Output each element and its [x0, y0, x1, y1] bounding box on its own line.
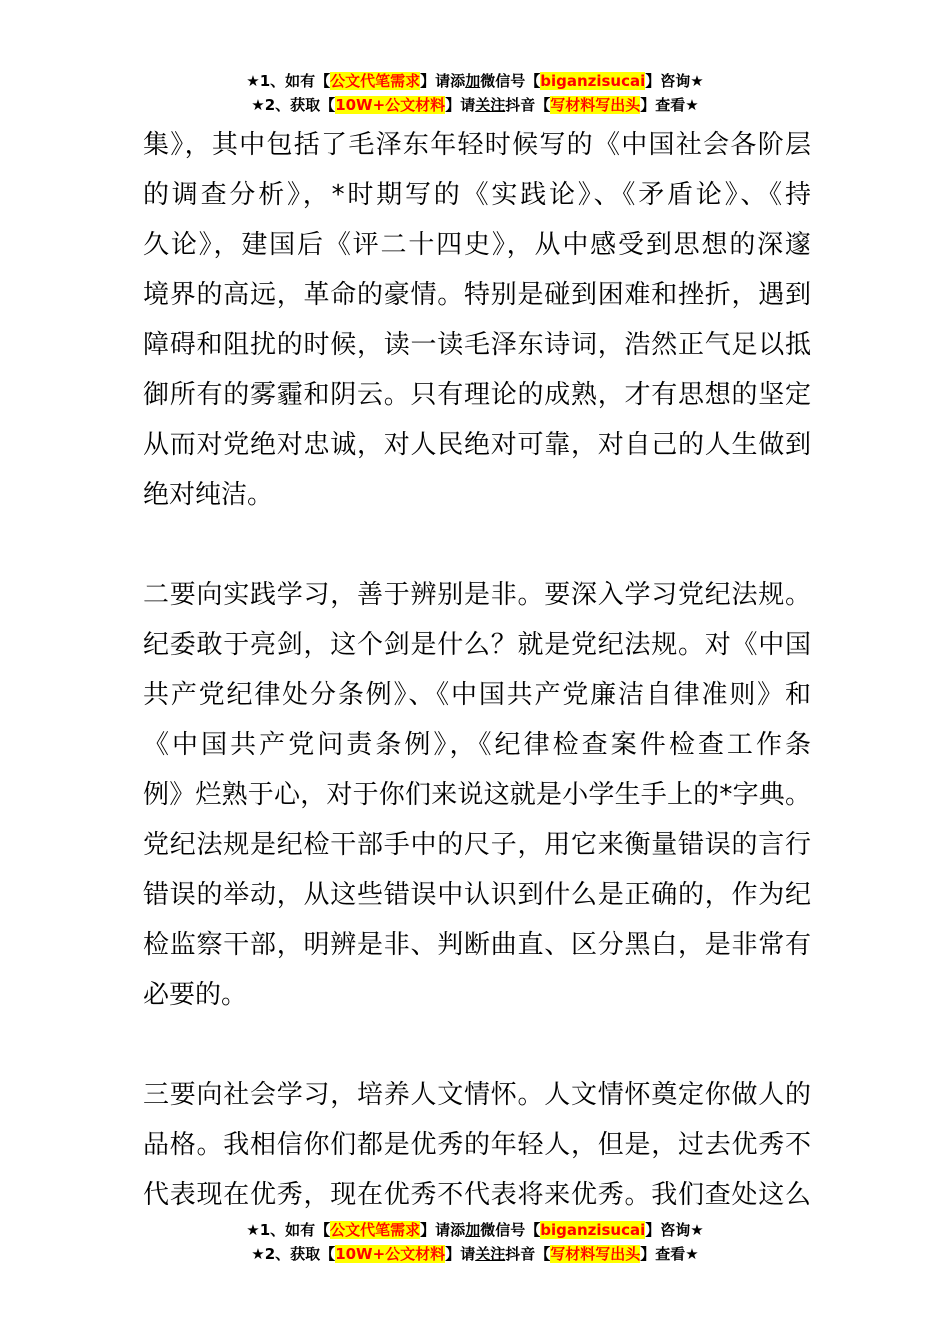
header-banner — [0, 69, 950, 117]
text-line: 例》烂熟于心，对于你们来说这就是小学生手上的*字典。 — [143, 780, 811, 810]
text-line: 的调查分析》，*时期写的《实践论》、《矛盾论》、《持 — [143, 180, 811, 210]
paragraph-2 — [143, 570, 811, 1020]
text-line: 品格。我相信你们都是优秀的年轻人，但是，过去优秀不 — [143, 1130, 811, 1160]
banner-text: 微信号【 — [480, 72, 541, 90]
text-line: 检监察干部，明辨是非、判断曲直、区分黑白，是非常有 — [143, 930, 811, 960]
banner-text-underlined: 关注 — [475, 1245, 506, 1263]
banner-text: 微信号【 — [480, 1221, 541, 1239]
text-line: 《中国共产党问责条例》，《纪律检查案件检查工作条 — [143, 730, 811, 760]
banner-text: 抖音【 — [505, 96, 551, 114]
highlight-douyin-id: 写材料写出头 — [550, 96, 641, 114]
text-line: 绝对纯洁。 — [143, 480, 274, 510]
banner-text: 】请添 — [420, 72, 466, 90]
highlight-wechat-id: biganzisucai — [540, 72, 646, 90]
text-line: 党纪法规是纪检干部手中的尺子，用它来衡量错误的言行 — [143, 830, 811, 860]
text-line: 从而对党绝对忠诚，对人民绝对可靠，对自己的人生做到 — [143, 430, 811, 460]
text-line: 三要向社会学习，培养人文情怀。人文情怀奠定你做人的 — [143, 1080, 811, 1110]
text-line: 障碍和阻扰的时候，读一读毛泽东诗词，浩然正气足以抵 — [143, 330, 811, 360]
banner-text: 】请 — [445, 96, 476, 114]
footer-banner — [0, 1218, 950, 1266]
banner-text: 抖音【 — [505, 1245, 551, 1263]
text-line: 境界的高远，革命的豪情。特别是碰到困难和挫折，遇到 — [143, 280, 811, 310]
text-line: 御所有的雾霾和阴云。只有理论的成熟，才有思想的坚定 — [143, 380, 811, 410]
banner-text: 】咨询★ — [645, 72, 704, 90]
paragraph-3 — [143, 1070, 811, 1220]
paragraph-gap — [143, 520, 811, 570]
banner-text: 】请 — [445, 1245, 476, 1263]
text-line: 错误的举动，从这些错误中认识到什么是正确的，作为纪 — [143, 880, 811, 910]
highlight-materials: 10W+公文材料 — [335, 1245, 446, 1263]
banner-text-underlined: 关注 — [475, 96, 506, 114]
banner-line-2 — [0, 93, 950, 117]
paragraph-1 — [143, 120, 811, 520]
highlight-materials: 10W+公文材料 — [335, 96, 446, 114]
document-body — [143, 120, 811, 1220]
banner-text: 】请添 — [420, 1221, 466, 1239]
highlight-douyin-id: 写材料写出头 — [550, 1245, 641, 1263]
text-line: 共产党纪律处分条例》、《中国共产党廉洁自律准则》和 — [143, 680, 811, 710]
text-line: 久论》，建国后《评二十四史》，从中感受到思想的深邃 — [143, 230, 811, 260]
highlight-service: 公文代笔需求 — [330, 72, 421, 90]
banner-text: ★1、如有【 — [246, 1221, 331, 1239]
banner-text: 】查看★ — [640, 96, 699, 114]
banner-text-underlined: 加 — [465, 72, 481, 90]
banner-line-1 — [0, 1218, 950, 1242]
text-line: 代表现在优秀，现在优秀不代表将来优秀。我们查处这么 — [143, 1180, 811, 1210]
text-line: 必要的。 — [143, 980, 248, 1010]
banner-line-2 — [0, 1242, 950, 1266]
highlight-service: 公文代笔需求 — [330, 1221, 421, 1239]
text-line: 纪委敢于亮剑，这个剑是什么？就是党纪法规。对《中国 — [143, 630, 811, 660]
banner-text-underlined: 加 — [465, 1221, 481, 1239]
text-line: 二要向实践学习，善于辨别是非。要深入学习党纪法规。 — [143, 580, 811, 610]
paragraph-gap — [143, 1020, 811, 1070]
text-line: 集》，其中包括了毛泽东年轻时候写的《中国社会各阶层 — [143, 130, 811, 160]
banner-line-1 — [0, 69, 950, 93]
banner-text: 】咨询★ — [645, 1221, 704, 1239]
banner-text: ★2、获取【 — [251, 1245, 336, 1263]
highlight-wechat-id: biganzisucai — [540, 1221, 646, 1239]
banner-text: ★2、获取【 — [251, 96, 336, 114]
banner-text: 】查看★ — [640, 1245, 699, 1263]
banner-text: ★1、如有【 — [246, 72, 331, 90]
